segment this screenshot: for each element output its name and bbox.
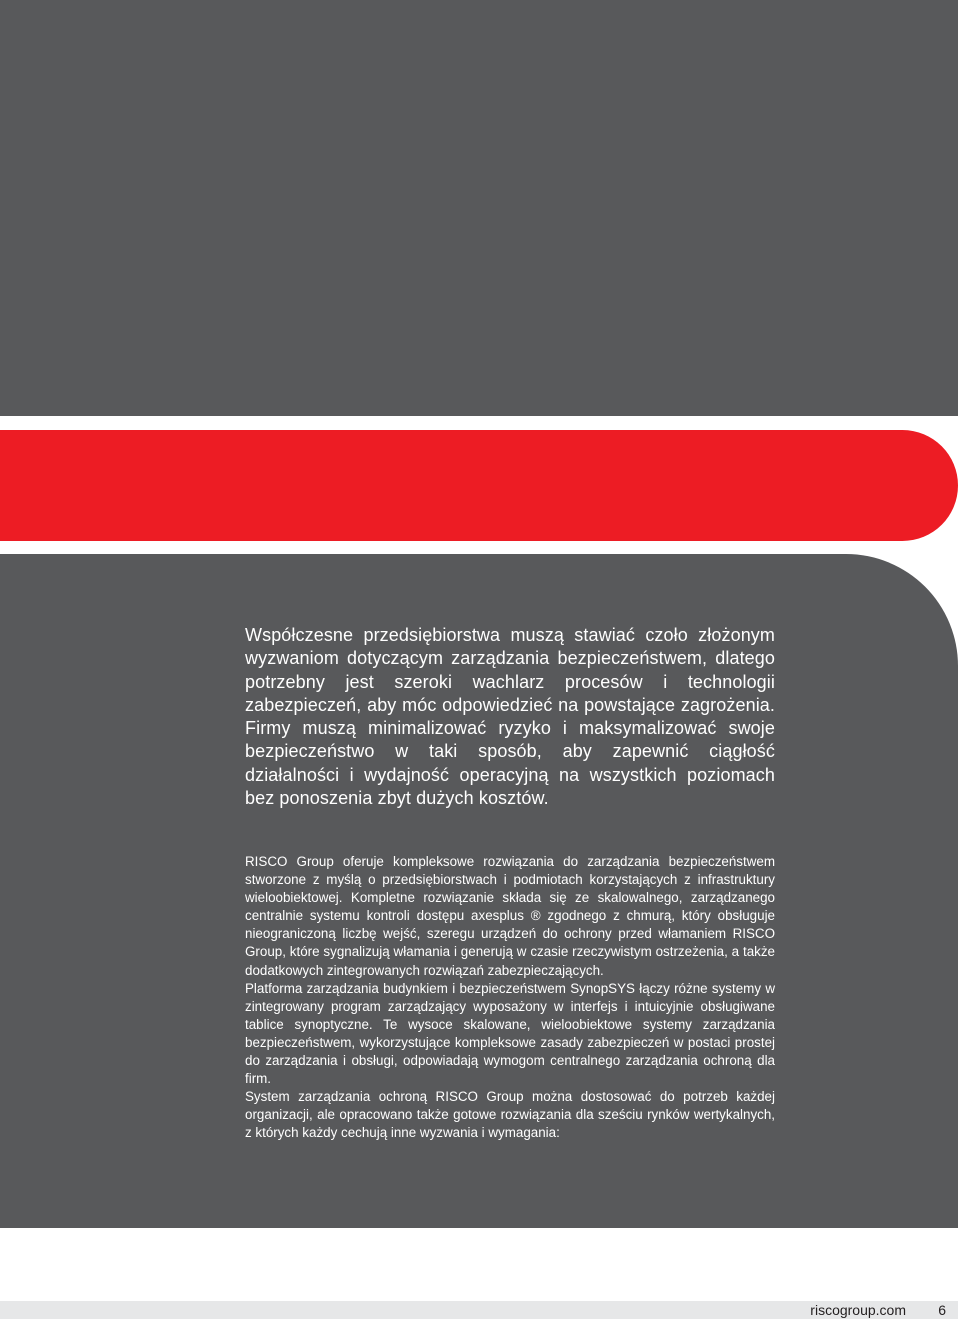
body-paragraph-1: RISCO Group oferuje kompleksowe rozwiązania do zarządzania bezpieczeństwem stworzone z myślą o przedsiębiorstwach i podmiotach korzystających z infrastruktury wieloobiektowej. Kompletne rozwiązanie składa się ze skalowalnego, zarządzanego centralnie systemu kontroli dostępu axesplus ® zgodnego z chmurą, który obsługuje nieograniczoną liczbę wejść, szeregu urządzeń do ochrony przed włamaniem RISCO Group, które sygnalizują włamania i generują w czasie rzeczywistym ostrzeżenia, a także dodatkowych zintegrowanych rozwiązań zabezpieczających. [245, 854, 775, 978]
footer-bar [0, 1301, 958, 1319]
footer-website: riscogroup.com [810, 1302, 906, 1318]
intro-paragraph: Współczesne przedsiębiorstwa muszą stawiać czoło złożonym wyzwaniom dotyczącym zarządzania bezpieczeństwem, dlatego potrzebny jest szeroki wachlarz procesów i technologii zabezpieczeń, aby móc odpowiedzieć na powstające zagrożenia. Firmy muszą minimalizować ryzyko i maksymalizować swoje bezpieczeństwo w taki sposób, aby zapewnić ciągłość działalności i wydajność operacyjną na wszystkich poziomach bez ponoszenia zbyt dużych kosztów. [245, 625, 775, 809]
red-accent-band [0, 430, 958, 541]
page-number: 6 [938, 1302, 946, 1318]
body-paragraph-2: Platforma zarządzania budynkiem i bezpieczeństwem SynopSYS łączy różne systemy w zintegrowany program zarządzający wyposażony w interfejs i intuicyjnie obsługiwane tablice synoptyczne. Te wysoce skalowane, wieloobiektowe systemy zarządzania bezpieczeństwem, wykorzystujące kompleksowe zasady zabezpieczeń w postaci prostej do zarządzania i obsługi, odpowiadają wymogom centralnego zarządzania ochroną dla firm. [245, 980, 775, 1087]
body-text [245, 853, 775, 1143]
body-paragraph-3: System zarządzania ochroną RISCO Group można dostosować do potrzeb każdej organizacji, ale opracowano także gotowe rozwiązania dla sześciu rynków wertykalnych, z których każdy cechują inne wyzwania i wymagania: [245, 1089, 775, 1141]
top-gray-panel [0, 0, 958, 416]
